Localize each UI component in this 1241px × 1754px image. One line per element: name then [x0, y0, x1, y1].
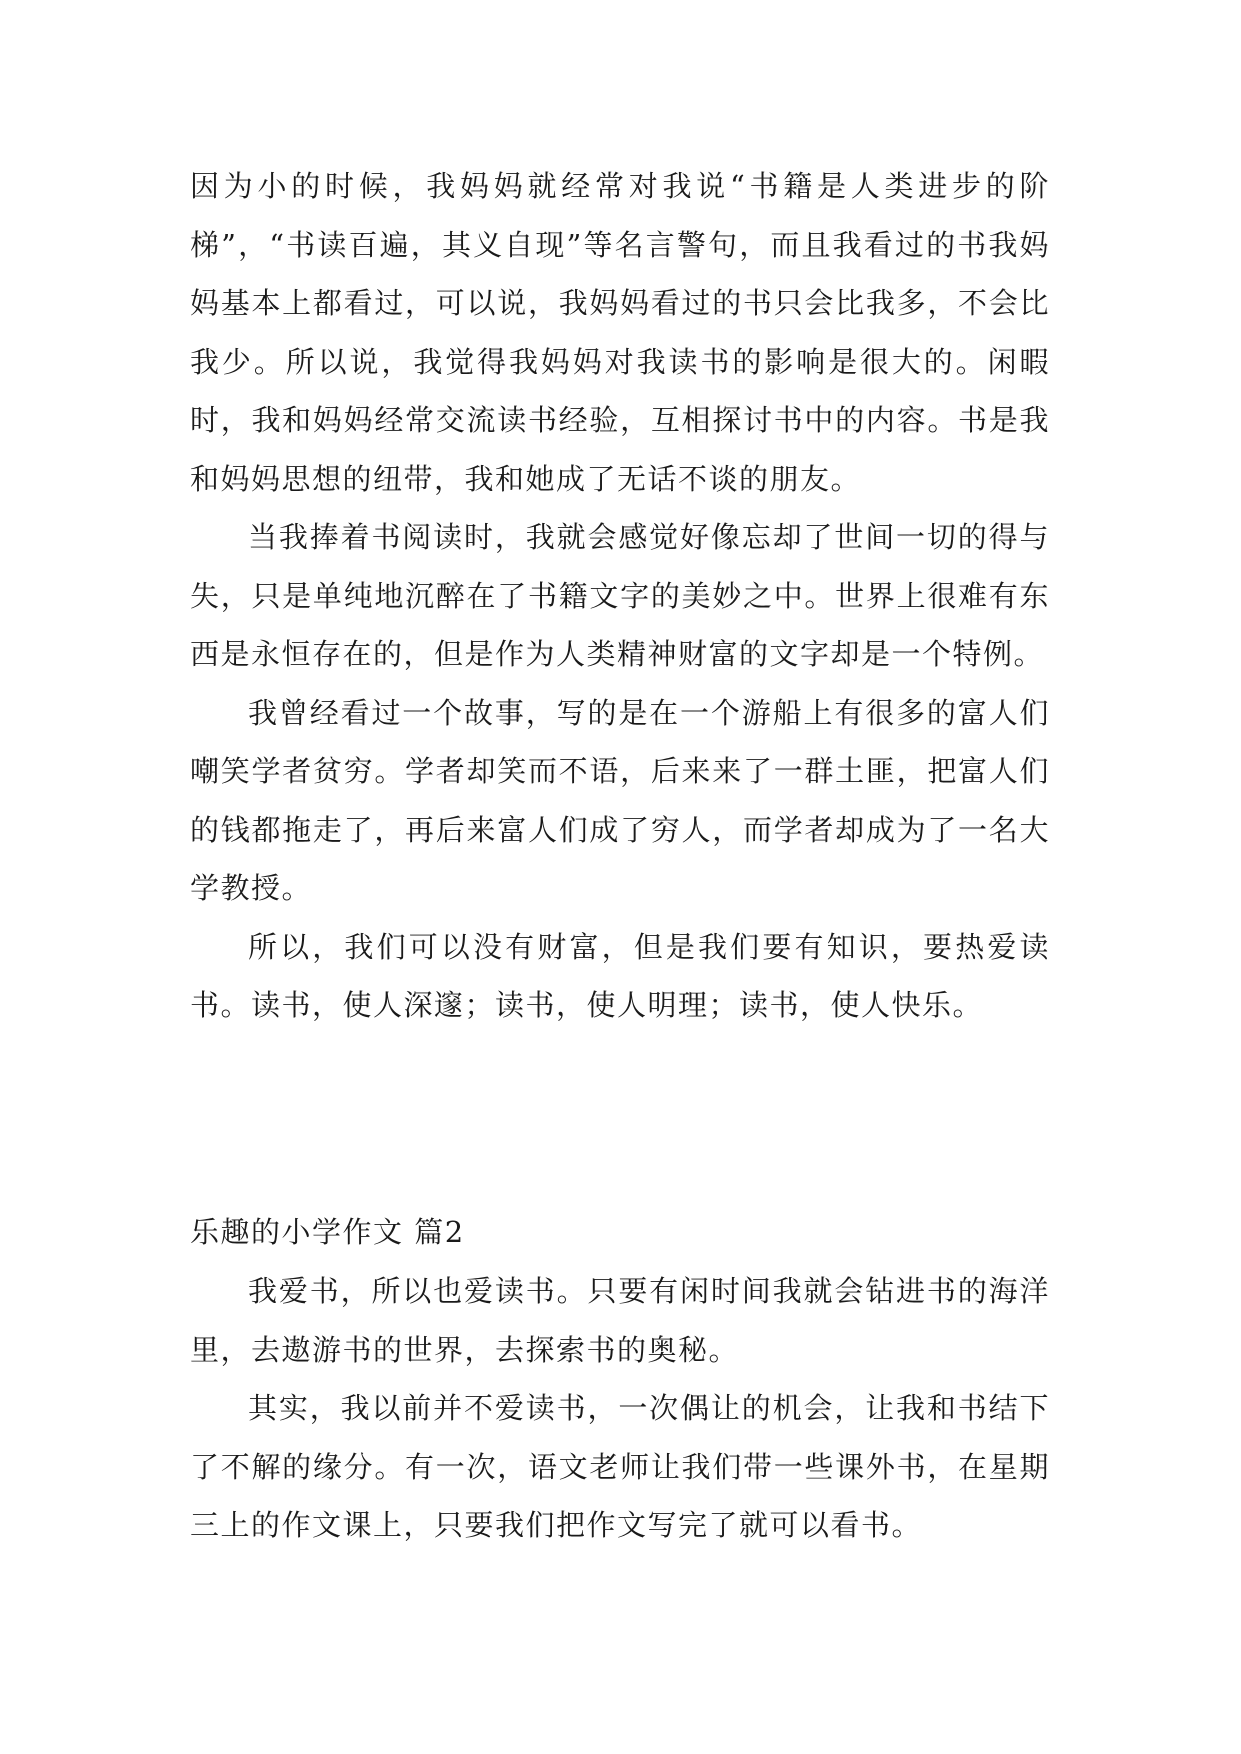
section-2-heading: 乐趣的小学作文 篇2 — [190, 1215, 465, 1249]
continuation-paragraph: 因为小的时候，我妈妈就经常对我说“书籍是人类进步的阶梯”，“书读百遍，其义自现”等名言警句，而且我看过的书我妈妈基本上都看过，可以说，我妈妈看过的书只会比我多，不会比我少。所以说，我觉得我妈妈对我读书的影响是很大的。闲暇时，我和妈妈经常交流读书经验，互相探讨书中的内容。书是我和妈妈思想的纽带，我和她成了无话不谈的朋友。 — [190, 169, 1050, 496]
paragraph-2: 我曾经看过一个故事，写的是在一个游船上有很多的富人们嘲笑学者贫穷。学者却笑而不语，后来来了一群土匪，把富人们的钱都拖走了，再后来富人们成了穷人，而学者却成为了一名大学教授。 — [190, 695, 1050, 905]
paragraph-1: 当我捧着书阅读时，我就会感觉好像忘却了世间一切的得与失，只是单纯地沉醉在了书籍文字的美妙之中。世界上很难有东西是永恒存在的，但是作为人类精神财富的文字却是一个特例。 — [190, 520, 1050, 671]
paragraph-3: 所以，我们可以没有财富，但是我们要有知识，要热爱读书。读书，使人深邃；读书，使人明理；读书，使人快乐。 — [190, 929, 1050, 1022]
section-2-paragraph-1: 我爱书，所以也爱读书。只要有闲时间我就会钻进书的海洋里，去遨游书的世界，去探索书的奥秘。 — [190, 1274, 1050, 1367]
section-2-body — [190, 1262, 1050, 1555]
section-2-paragraph-2: 其实，我以前并不爱读书，一次偶让的机会，让我和书结下了不解的缘分。有一次，语文老师让我们带一些课外书，在星期三上的作文课上，只要我们把作文写完了就可以看书。 — [190, 1391, 1050, 1542]
section-1-body — [190, 157, 1050, 1035]
